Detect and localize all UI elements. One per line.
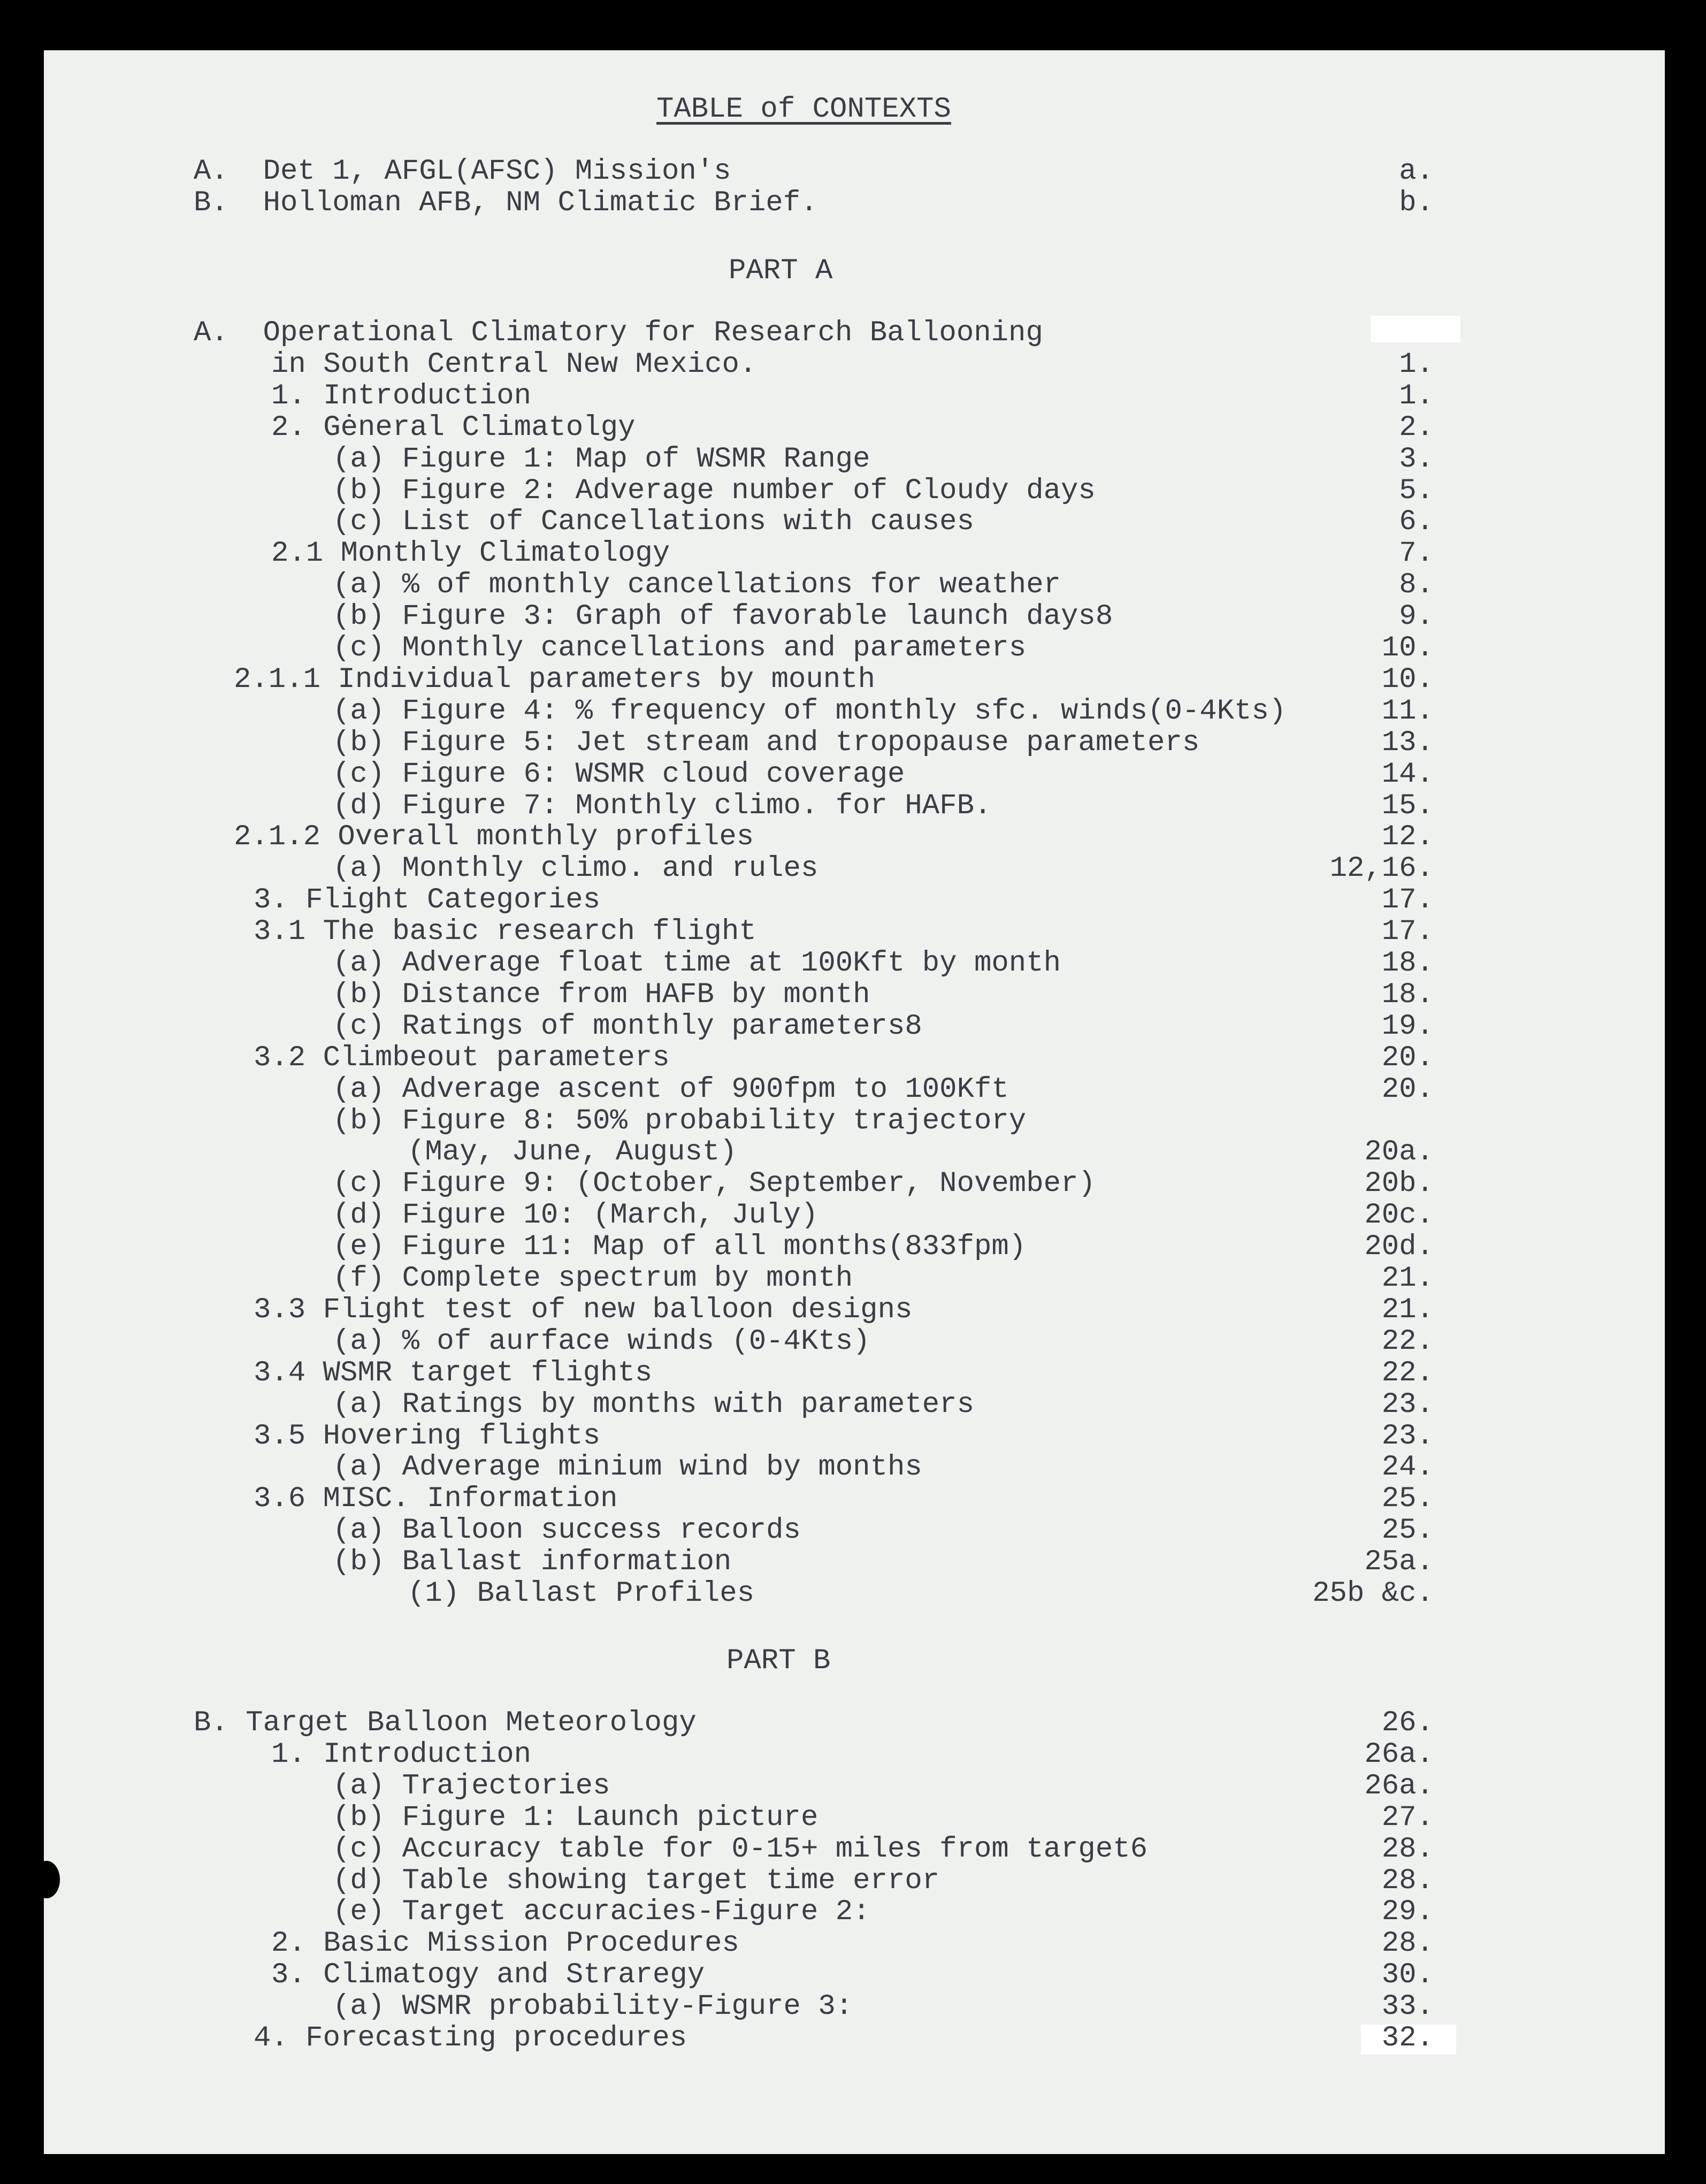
toc-entry <box>44 413 1665 444</box>
toc-entry <box>44 1547 1665 1578</box>
toc-entry <box>44 476 1665 507</box>
toc-entry-label: 3.4 WSMR target flights <box>254 1356 653 1389</box>
toc-entry-page: 23. <box>1381 1388 1434 1421</box>
toc-entry <box>44 1106 1665 1137</box>
toc-entry <box>44 1708 1665 1739</box>
part-a-heading: PART A <box>729 255 833 287</box>
toc-entry-label: (c) List of Cancellations with causes <box>333 506 974 539</box>
toc-entry-label: (a) WSMR probability-Figure 3: <box>333 1990 853 2023</box>
toc-entry-page: 2. <box>1399 411 1434 444</box>
toc-entry <box>44 665 1665 696</box>
toc-entry-page: 15. <box>1381 789 1434 822</box>
toc-entry-page: 32. <box>1381 2022 1434 2055</box>
toc-entry-label: (c) Figure 9: (October, September, November) <box>333 1167 1096 1201</box>
toc-entry-label: in South Central New Mexico. <box>271 348 757 381</box>
toc-entry-page: 33. <box>1381 1990 1434 2023</box>
toc-entry-page: 28. <box>1381 1864 1434 1897</box>
toc-entry <box>44 1011 1665 1042</box>
toc-entry-page: 22. <box>1381 1325 1434 1358</box>
toc-entry <box>44 917 1665 948</box>
toc-entry <box>44 1043 1665 1074</box>
toc-entry <box>44 1358 1665 1389</box>
toc-entry <box>44 1484 1665 1515</box>
toc-entry-label: B. Holloman AFB, NM Climatic Brief. <box>194 186 818 219</box>
toc-entry-page: 14. <box>1381 758 1434 791</box>
toc-entry <box>44 570 1665 601</box>
toc-entry-page: 27. <box>1381 1801 1434 1834</box>
toc-entry-page: 12. <box>1381 821 1434 854</box>
toc-entry <box>44 1771 1665 1802</box>
toc-entry-page: 25. <box>1381 1514 1434 1547</box>
toc-entry-page: 26. <box>1381 1707 1434 1739</box>
toc-entry-label: 3.5 Hovering flights <box>254 1419 601 1453</box>
toc-entry-label: 1. Introduction <box>271 1738 532 1771</box>
toc-entry <box>44 1991 1665 2022</box>
toc-entry-label: (c) Figure 6: WSMR cloud coverage <box>333 758 905 791</box>
toc-entry-label: 2. Gėneral Climatolgy <box>271 411 636 444</box>
toc-entry <box>44 728 1665 759</box>
toc-entry-label: (b) Ballast information <box>333 1546 732 1579</box>
toc-entry-label: (b) Figure 3: Graph of favorable launch days8 <box>333 600 1113 633</box>
toc-entry-page: 1. <box>1399 379 1434 413</box>
toc-entry <box>44 1739 1665 1770</box>
toc-entry-page: a. <box>1399 155 1434 188</box>
toc-entry-page: 30. <box>1381 1959 1434 1992</box>
toc-entry <box>44 1578 1665 1609</box>
toc-entry <box>44 381 1665 412</box>
toc-entry-page: 25a. <box>1364 1546 1434 1579</box>
page-title: TABLE of CONTEXTS <box>656 93 951 126</box>
toc-entry-label: A. Operational Climatory for Research Ballooning <box>194 317 1043 349</box>
toc-entry-page: 13. <box>1381 726 1434 759</box>
toc-entry-page: 24. <box>1381 1451 1434 1484</box>
toc-entry-page: 21. <box>1381 1262 1434 1295</box>
toc-entry-label: (May, June, August) <box>408 1136 737 1169</box>
toc-entry-label: (a) Adverage float time at 100Kft by month <box>333 947 1061 980</box>
toc-entry <box>44 1389 1665 1421</box>
toc-entry-label: (d) Figure 10: (March, July) <box>333 1199 818 1232</box>
toc-entry-label: 2.1 Monthly Climatology <box>271 537 670 570</box>
toc-entry-page: 1. <box>1399 348 1434 381</box>
toc-entry-label: (b) Figure 1: Launch picture <box>333 1801 818 1834</box>
toc-entry <box>44 1295 1665 1326</box>
toc-entry-label: B. Target Balloon Meteorology <box>194 1707 697 1739</box>
toc-entry-page: 17. <box>1381 884 1434 917</box>
document-page <box>44 50 1665 2154</box>
toc-entry-label: (c) Ratings of monthly parameters8 <box>333 1010 922 1043</box>
toc-entry-page: 23. <box>1381 1419 1434 1453</box>
toc-entry-page: 9. <box>1399 600 1434 633</box>
toc-entry-label: 1. Introduction <box>271 379 532 413</box>
toc-entry-page: 20. <box>1381 1041 1434 1074</box>
toc-entry <box>44 507 1665 538</box>
toc-entry-label: (e) Figure 11: Map of all months(833fpm) <box>333 1231 1027 1264</box>
toc-entry <box>44 1200 1665 1231</box>
toc-entry-label: (b) Figure 8: 50% probability trajectory <box>333 1104 1027 1137</box>
toc-entry-page: 17. <box>1381 915 1434 949</box>
toc-entry <box>44 1834 1665 1865</box>
toc-entry <box>44 1452 1665 1483</box>
toc-entry-page: 5. <box>1399 474 1434 507</box>
toc-entry-label: (a) Figure 1: Map of WSMR Range <box>333 442 870 476</box>
toc-entry <box>44 156 1665 187</box>
toc-entry-page: 8. <box>1399 569 1434 602</box>
toc-entry <box>44 444 1665 475</box>
toc-entry-label: 2. Basic Mission Procedures <box>271 1927 739 1960</box>
toc-entry-page: 26a. <box>1364 1738 1434 1771</box>
toc-entry-label: (f) Complete spectrum by month <box>333 1262 853 1295</box>
toc-entry-page: 28. <box>1381 1927 1434 1960</box>
toc-entry-label: 4. Forecasting procedures <box>254 2022 687 2055</box>
toc-entry-label: (a) Balloon success records <box>333 1514 801 1547</box>
toc-entry <box>44 1232 1665 1263</box>
punch-hole <box>33 1861 60 1898</box>
toc-entry-label: (a) Ratings by months with parameters <box>333 1388 974 1421</box>
toc-entry <box>44 1960 1665 1991</box>
toc-entry-label: (a) % of aurface winds (0-4Kts) <box>333 1325 870 1358</box>
toc-entry-label: (e) Target accuracies-Figure 2: <box>333 1896 870 1929</box>
toc-entry <box>44 538 1665 569</box>
toc-entry <box>44 791 1665 822</box>
toc-entry <box>44 1137 1665 1168</box>
toc-entry-label: 3. Flight Categories <box>254 884 601 917</box>
toc-entry-label: (a) Adverage ascent of 900fpm to 100Kft <box>333 1073 1009 1106</box>
toc-entry-page: 11. <box>1381 694 1434 728</box>
toc-entry-label: (d) Table showing target time error <box>333 1864 940 1897</box>
toc-entry-page: 18. <box>1381 947 1434 980</box>
toc-entry <box>44 318 1665 349</box>
toc-entry <box>44 1169 1665 1200</box>
toc-entry-page: 20. <box>1381 1073 1434 1106</box>
toc-entry <box>44 1928 1665 1959</box>
toc-entry <box>44 980 1665 1011</box>
toc-entry-label: (c) Monthly cancellations and parameters <box>333 632 1027 665</box>
toc-entry-page: 10. <box>1381 663 1434 696</box>
part-b-heading: PART B <box>726 1645 831 1677</box>
toc-entry <box>44 1803 1665 1834</box>
toc-entry-page: 25b &c. <box>1312 1577 1434 1610</box>
toc-entry <box>44 601 1665 632</box>
toc-entry-page: 29. <box>1381 1896 1434 1929</box>
toc-entry-page: 3. <box>1399 442 1434 476</box>
toc-entry-page: 20d. <box>1364 1231 1434 1264</box>
punch-hole <box>30 270 42 286</box>
toc-entry-label: (a) % of monthly cancellations for weather <box>333 569 1061 602</box>
toc-entry-page: 22. <box>1381 1356 1434 1389</box>
toc-entry-page: 6. <box>1399 506 1434 539</box>
toc-entry <box>44 1515 1665 1546</box>
toc-entry-label: (c) Accuracy table for 0-15+ miles from target6 <box>333 1832 1148 1866</box>
toc-entry <box>44 2023 1665 2054</box>
toc-entry-label: 2.1.1 Individual parameters by mounth <box>234 663 875 696</box>
toc-entry <box>44 188 1665 219</box>
toc-entry-label: 3. Climatogy and Straregy <box>271 1959 705 1992</box>
toc-entry-page: 18. <box>1381 978 1434 1011</box>
toc-entry-label: (b) Figure 2: Adverage number of Cloudy days <box>333 474 1096 507</box>
toc-entry <box>44 1326 1665 1357</box>
toc-entry-page: 20b. <box>1364 1167 1434 1201</box>
toc-entry-page: 10. <box>1381 632 1434 665</box>
toc-entry <box>44 633 1665 664</box>
toc-entry-page: 7. <box>1399 537 1434 570</box>
toc-entry-label: 3.1 The basic research flight <box>254 915 756 949</box>
toc-entry-page: 20a. <box>1364 1136 1434 1169</box>
toc-entry-label: (a) Adverage minium wind by months <box>333 1451 922 1484</box>
toc-entry-label: A. Det 1, AFGL(AFSC) Mission's <box>194 155 731 188</box>
toc-entry-label: (b) Figure 5: Jet stream and tropopause parameters <box>333 726 1200 759</box>
toc-entry-label: 3.2 Climbeout parameters <box>254 1041 670 1074</box>
toc-entry-page: 26a. <box>1364 1769 1434 1803</box>
toc-entry-page: 21. <box>1381 1293 1434 1326</box>
toc-entry-page: 20c. <box>1364 1199 1434 1232</box>
toc-entry-label: (b) Distance from HAFB by month <box>333 978 870 1011</box>
toc-entry-label: (a) Figure 4: % frequency of monthly sfc. winds(0-4Kts) <box>333 694 1287 728</box>
toc-entry <box>44 349 1665 380</box>
toc-entry-page: 19. <box>1381 1010 1434 1043</box>
toc-entry <box>44 822 1665 853</box>
toc-entry <box>44 1074 1665 1105</box>
toc-entry <box>44 759 1665 790</box>
toc-entry <box>44 853 1665 884</box>
toc-entry-page: b. <box>1399 186 1434 219</box>
toc-entry-label: 2.1.2 Overall monthly profiles <box>234 821 754 854</box>
toc-entry <box>44 885 1665 916</box>
toc-entry-label: (a) Trajectories <box>333 1769 610 1803</box>
toc-entry-label: 3.3 Flight test of new balloon designs <box>254 1293 913 1326</box>
toc-entry-label: (d) Figure 7: Monthly climo. for HAFB. <box>333 789 992 822</box>
toc-entry-label: (a) Monthly climo. and rules <box>333 852 818 885</box>
toc-entry-page: 12,16. <box>1329 852 1434 885</box>
toc-entry-label: (1) Ballast Profiles <box>408 1577 755 1610</box>
toc-entry <box>44 1866 1665 1897</box>
toc-entry-page: 28. <box>1381 1832 1434 1866</box>
toc-entry-page: 25. <box>1381 1483 1434 1516</box>
toc-entry <box>44 1897 1665 1928</box>
toc-entry <box>44 696 1665 727</box>
toc-entry <box>44 948 1665 979</box>
toc-entry <box>44 1263 1665 1294</box>
toc-entry <box>44 1421 1665 1452</box>
toc-entry-label: 3.6 MISC. Information <box>254 1483 618 1516</box>
